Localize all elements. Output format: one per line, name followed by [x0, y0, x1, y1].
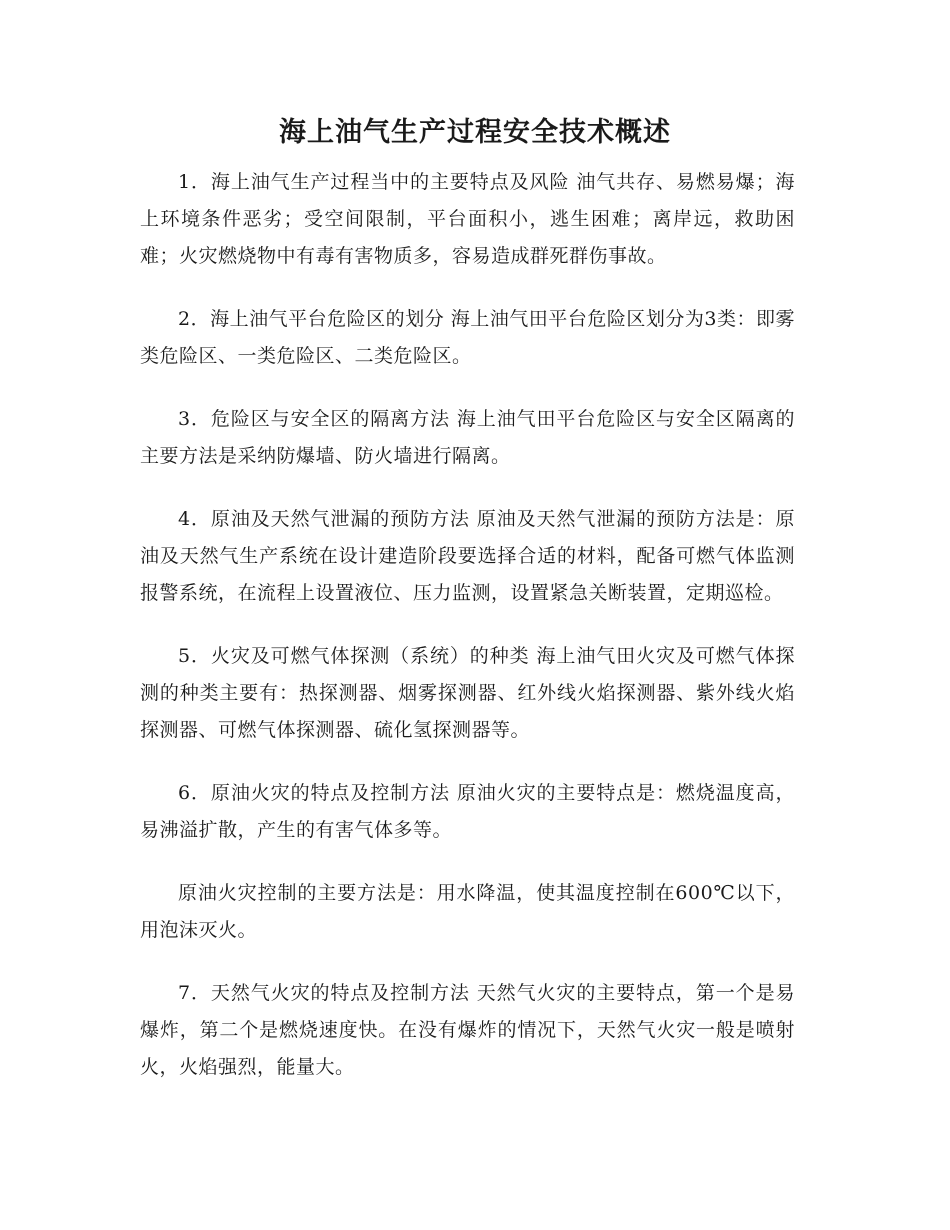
paragraph-5: 5．火灾及可燃气体探测（系统）的种类 海上油气田火灾及可燃气体探测的种类主要有：热探测器、烟雾探测器、红外线火焰探测器、紫外线火焰探测器、可燃气体探测器、硫化氢探测器等。 — [140, 645, 795, 741]
document-title: 海上油气生产过程安全技术概述 — [279, 117, 671, 148]
paragraph-3: 3．危险区与安全区的隔离方法 海上油气田平台危险区与安全区隔离的主要方法是采纳防爆墙、防火墙进行隔离。 — [140, 408, 795, 467]
document-body — [140, 164, 795, 1112]
paragraph-4: 4．原油及天然气泄漏的预防方法 原油及天然气泄漏的预防方法是：原油及天然气生产系统在设计建造阶段要选择合适的材料，配备可燃气体监测报警系统，在流程上设置液位、压力监测，设置紧急关断装置，定期巡检。 — [140, 508, 795, 604]
paragraph-1: 1．海上油气生产过程当中的主要特点及风险 油气共存、易燃易爆；海上环境条件恶劣；受空间限制，平台面积小，逃生困难；离岸远，救助困难；火灾燃烧物中有毒有害物质多，容易造成群死群伤事故。 — [140, 171, 795, 267]
paragraph-6-continued: 原油火灾控制的主要方法是：用水降温，使其温度控制在600℃以下，用泡沫灭火。 — [140, 882, 795, 941]
paragraph-7: 7．天然气火灾的特点及控制方法 天然气火灾的主要特点，第一个是易爆炸，第二个是燃烧速度快。在没有爆炸的情况下，天然气火灾一般是喷射火，火焰强烈，能量大。 — [140, 982, 795, 1078]
paragraph-2: 2．海上油气平台危险区的划分 海上油气田平台危险区划分为3类：即雾类危险区、一类危险区、二类危险区。 — [140, 308, 795, 367]
paragraph-6: 6．原油火灾的特点及控制方法 原油火灾的主要特点是：燃烧温度高，易沸溢扩散，产生的有害气体多等。 — [140, 782, 795, 841]
